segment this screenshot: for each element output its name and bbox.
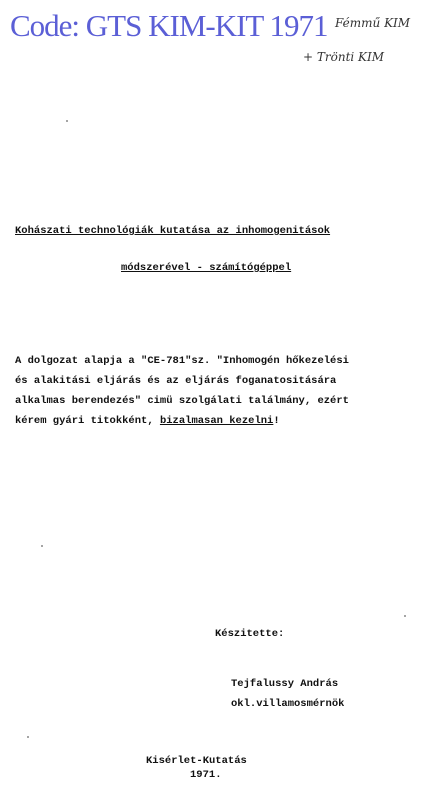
scan-speck (41, 545, 43, 547)
department: Kisérlet-Kutatás (146, 755, 247, 767)
body-text-line4-start: kérem gyári titokként, (15, 415, 160, 427)
code-stamp: Code: GTS KIM-KIT 1971 (10, 8, 328, 43)
scan-speck (27, 736, 29, 738)
year: 1971. (190, 769, 222, 781)
body-text-line2: és alakitási eljárás és az eljárás foganatositására (15, 375, 337, 387)
prepared-by-label: Készitette: (215, 628, 285, 640)
body-text-line3: alkalmas berendezés" cimü szolgálati találmány, ezért (15, 395, 349, 407)
scan-speck (66, 120, 68, 122)
confidential-emphasis: bizalmasan kezelni (159, 415, 274, 427)
body-text-line4 (15, 415, 280, 427)
document-title-line2: módszerével - számítógéppel (121, 262, 292, 274)
handwritten-note-line1: Fémmű KIM (335, 16, 411, 30)
scan-speck (404, 615, 406, 617)
document-title-line1: Kohászati technológiák kutatása az inhomogenitások (15, 225, 331, 237)
author-title: okl.villamosmérnök (231, 698, 345, 710)
handwritten-note-line2: + Trönti KIM (303, 50, 385, 64)
author-name: Tejfalussy András (231, 678, 339, 690)
body-text-line4-end: ! (273, 415, 280, 427)
body-text-line1: A dolgozat alapja a "CE-781"sz. "Inhomogén hőkezelési (15, 355, 349, 367)
